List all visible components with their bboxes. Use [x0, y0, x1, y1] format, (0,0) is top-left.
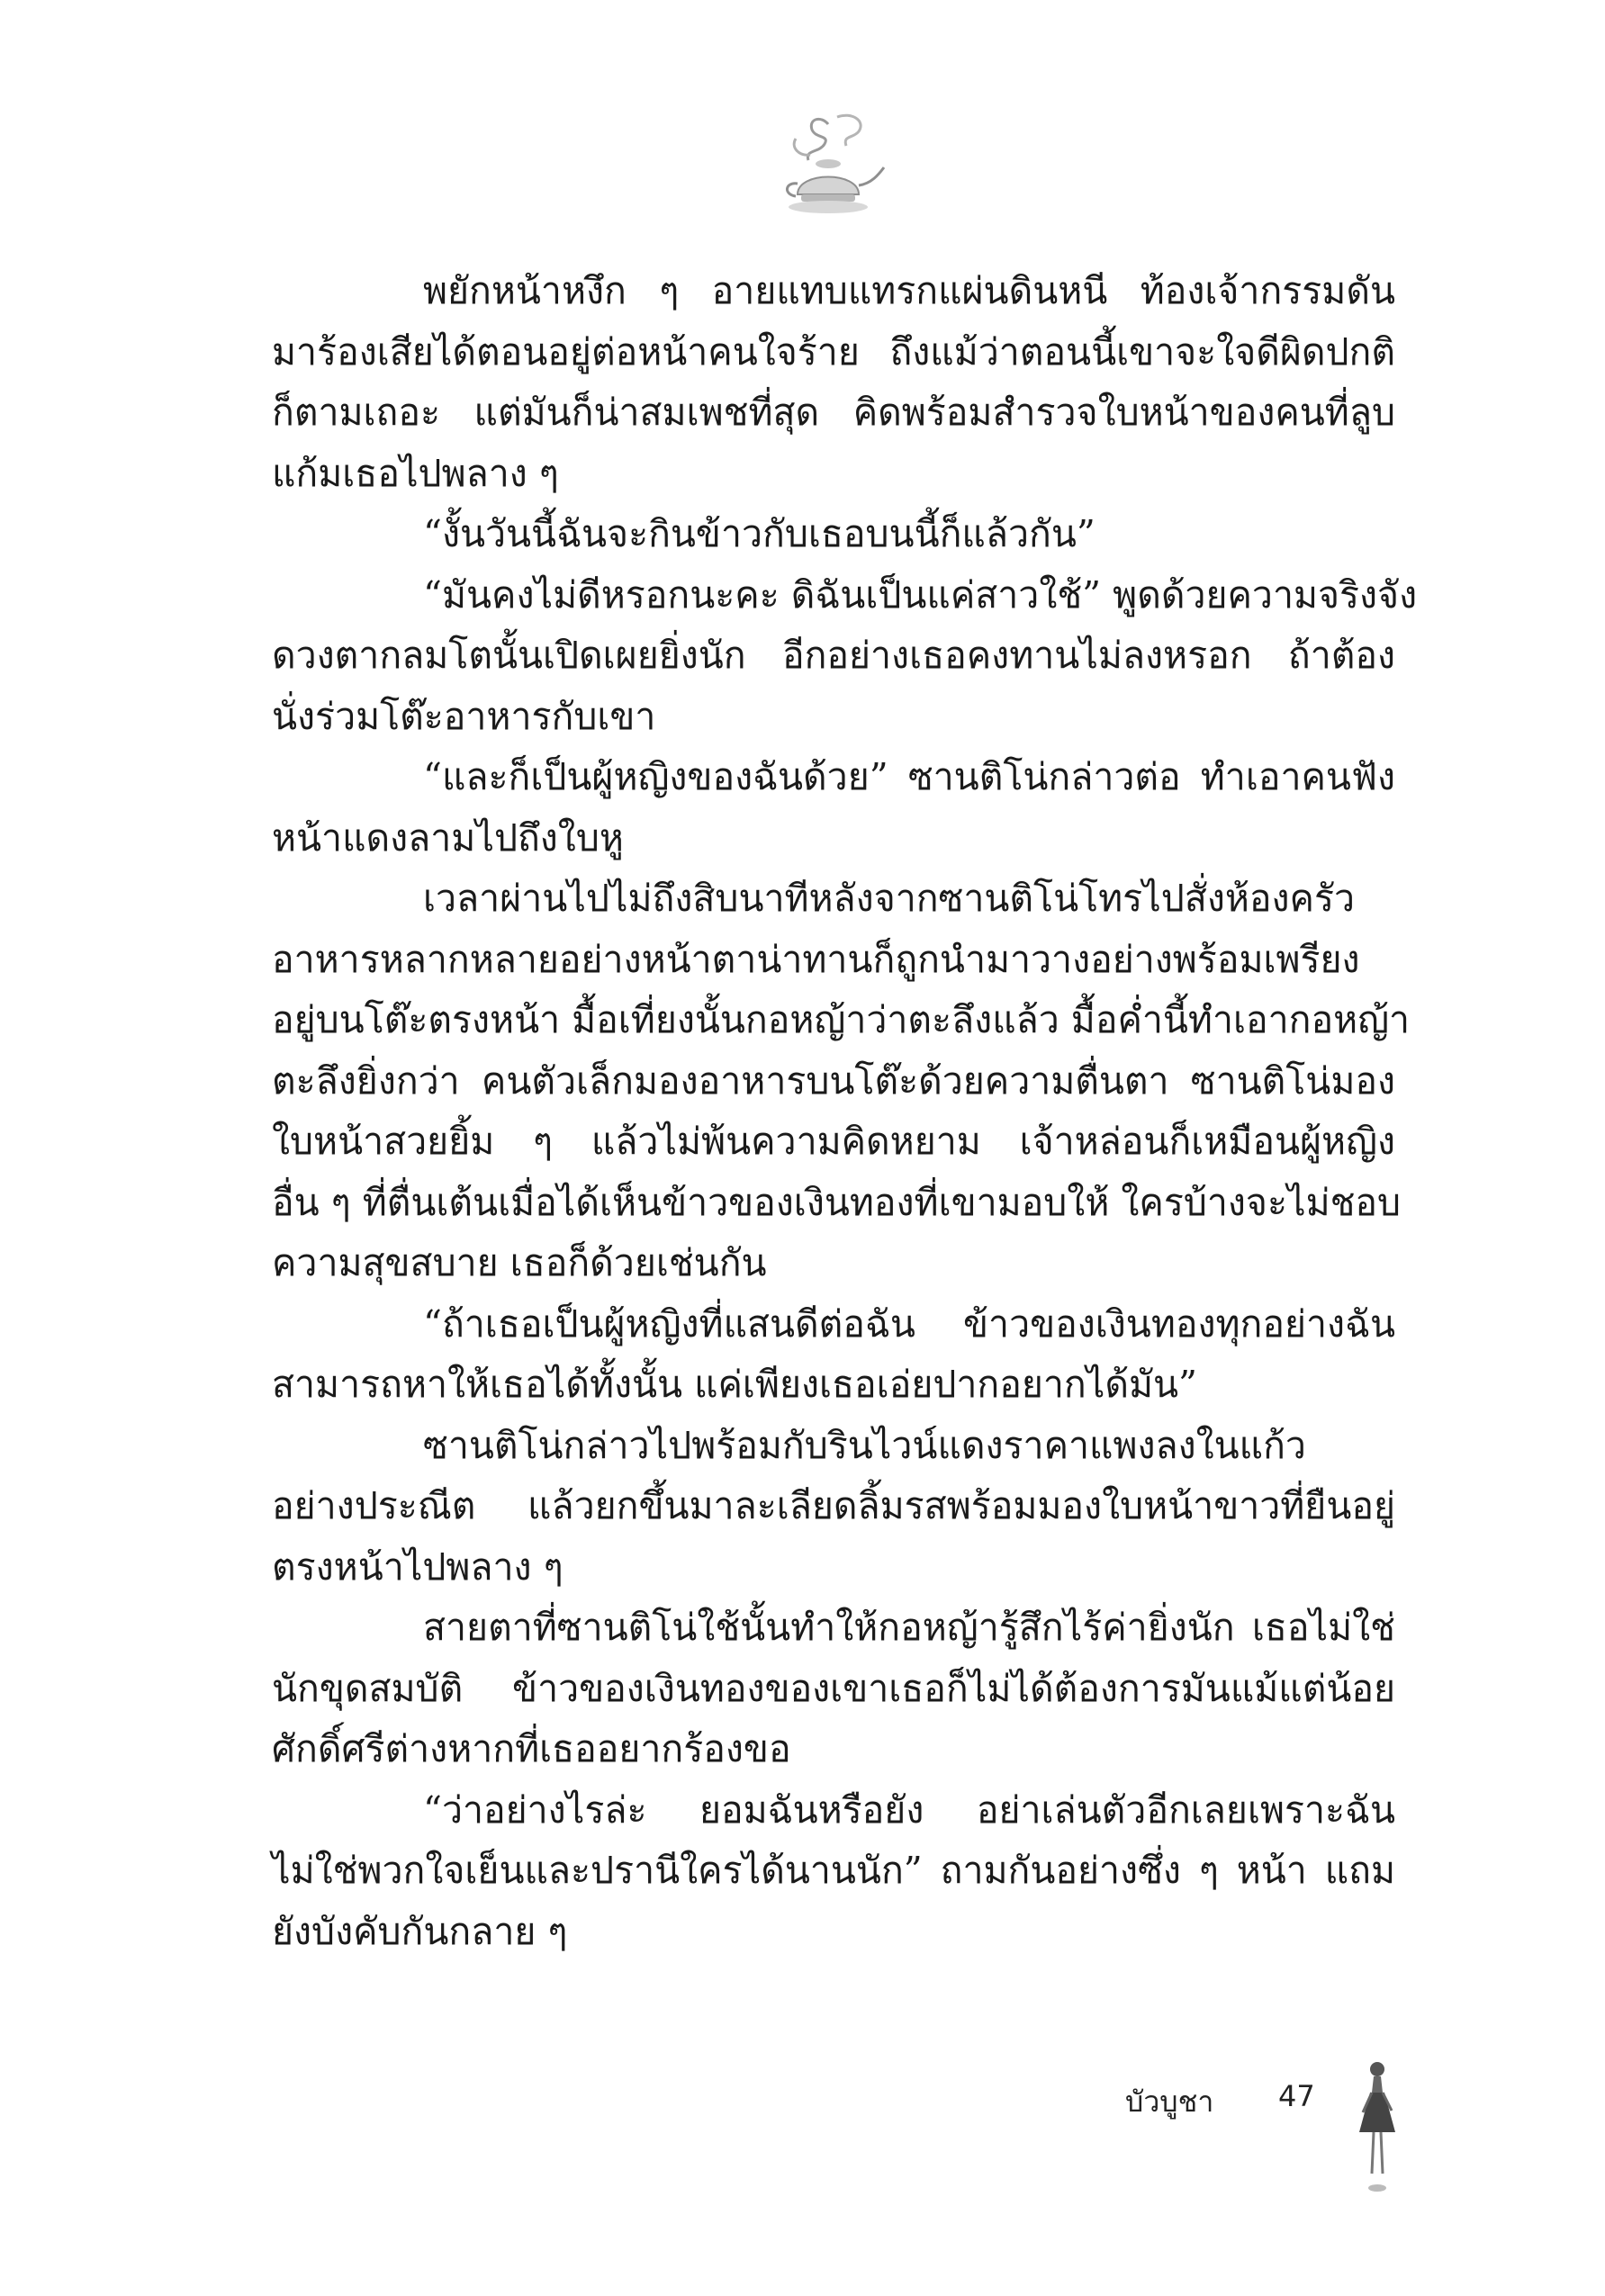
book-title: บัวบูชา [1125, 2084, 1214, 2119]
body-text [272, 261, 1418, 1962]
text-line: ตะลึงยิ่งกว่า คนตัวเล็กมองอาหารบนโต๊ะด้วยความตื่นตา ซานติโน่มอง [272, 1058, 1395, 1103]
paragraph [272, 747, 1395, 869]
text-line: ซานติโน่กล่าวไปพร้อมกับรินไวน์แดงราคาแพงลงในแก้ว [423, 1423, 1306, 1467]
text-line: อาหารหลากหลายอย่างหน้าตาน่าทานก็ถูกนำมาวางอย่างพร้อมเพรียง [272, 937, 1360, 981]
text-line: ตรงหน้าไปพลาง ๆ [272, 1544, 564, 1589]
paragraph [272, 1598, 1395, 1780]
text-line: ไม่ใช่พวกใจเย็นและปรานีใครได้นานนัก” ถามกันอย่างซึ่ง ๆ หน้า แถม [272, 1849, 1395, 1892]
text-line: เวลาผ่านไปไม่ถึงสิบนาทีหลังจากซานติโน่โทรไปสั่งห้องครัว [423, 877, 1356, 920]
text-line: “และก็เป็นผู้หญิงของฉันด้วย” ซานติโน่กล่าวต่อ ทำเอาคนฟัง [423, 755, 1395, 798]
paragraph [272, 869, 1411, 1294]
text-line: นักขุดสมบัติ ข้าวของเงินทองของเขาเธอก็ไม่ได้ต้องการมันแม้แต่น้อย [272, 1666, 1395, 1710]
paragraph [272, 261, 1395, 504]
text-line: แก้มเธอไปพลาง ๆ [272, 451, 559, 495]
text-line: มาร้องเสียได้ตอนอยู่ต่อหน้าคนใจร้าย ถึงแม้ว่าตอนนี้เขาจะใจดีผิดปกติ [272, 329, 1395, 374]
text-line: อื่น ๆ ที่ตื่นเต้นเมื่อได้เห็นข้าวของเงินทองที่เขามอบให้ ใครบ้างจะไม่ชอบ [272, 1180, 1402, 1224]
teapot-ornament-icon [765, 108, 891, 225]
text-line: หน้าแดงลามไปถึงใบหู [272, 815, 624, 860]
text-line: พยักหน้าหงึก ๆ อายแทบแทรกแผ่นดินหนี ท้องเจ้ากรรมดัน [423, 269, 1395, 312]
text-line: สายตาที่ซานติโน่ใช้นั้นทำให้กอหญ้ารู้สึกไร้ค่ายิ่งนัก เธอไม่ใช่ [423, 1606, 1395, 1649]
text-line: ความสุขสบาย เธอก็ด้วยเช่นกัน [272, 1241, 767, 1284]
text-line: อย่างประณีต แล้วยกขึ้นมาละเลียดลิ้มรสพร้อมมองใบหน้าขาวที่ยืนอยู่ [272, 1484, 1395, 1527]
page-number: 47 [1278, 2079, 1315, 2113]
text-line: สามารถหาให้เธอได้ทั้งนั้น แค่เพียงเธอเอ่ยปากอยากได้มัน” [272, 1363, 1197, 1406]
text-line: “ถ้าเธอเป็นผู้หญิงที่แสนดีต่อฉัน ข้าวของเงินทองทุกอย่างฉัน [423, 1301, 1395, 1346]
text-line: ใบหน้าสวยยิ้ม ๆ แล้วไม่พ้นความคิดหยาม เจ้าหล่อนก็เหมือนผู้หญิง [272, 1120, 1395, 1163]
text-line: อยู่บนโต๊ะตรงหน้า มื้อเที่ยงนั้นกอหญ้าว่าตะลึงแล้ว มื้อค่ำนี้ทำเอากอหญ้า [272, 998, 1411, 1041]
paragraph [272, 504, 1395, 565]
text-line: ศักดิ์ศรีต่างหากที่เธออยากร้องขอ [272, 1727, 791, 1770]
woman-figure-icon [1350, 2057, 1404, 2201]
paragraph [272, 565, 1418, 748]
text-line: ดวงตากลมโตนั้นเปิดเผยยิ่งนัก อีกอย่างเธอคงทานไม่ลงหรอก ถ้าต้อง [272, 634, 1395, 677]
text-line: “งั้นวันนี้ฉันจะกินข้าวกับเธอบนนี้ก็แล้วกัน” [423, 512, 1096, 555]
text-line: “ว่าอย่างไรล่ะ ยอมฉันหรือยัง อย่าเล่นตัวอีกเลยเพราะฉัน [423, 1787, 1395, 1832]
text-line: ยังบังคับกันกลาย ๆ [272, 1909, 568, 1953]
text-line: “มันคงไม่ดีหรอกนะคะ ดิฉันเป็นแค่สาวใช้” พูดด้วยความจริงจัง [423, 572, 1418, 617]
paragraph [272, 1294, 1395, 1416]
paragraph [272, 1416, 1395, 1598]
paragraph [272, 1780, 1395, 1963]
text-line: ก็ตามเถอะ แต่มันก็น่าสมเพชที่สุด คิดพร้อมสำรวจใบหน้าของคนที่ลูบ [272, 391, 1395, 434]
text-line: นั่งร่วมโต๊ะอาหารกับเขา [272, 694, 656, 738]
